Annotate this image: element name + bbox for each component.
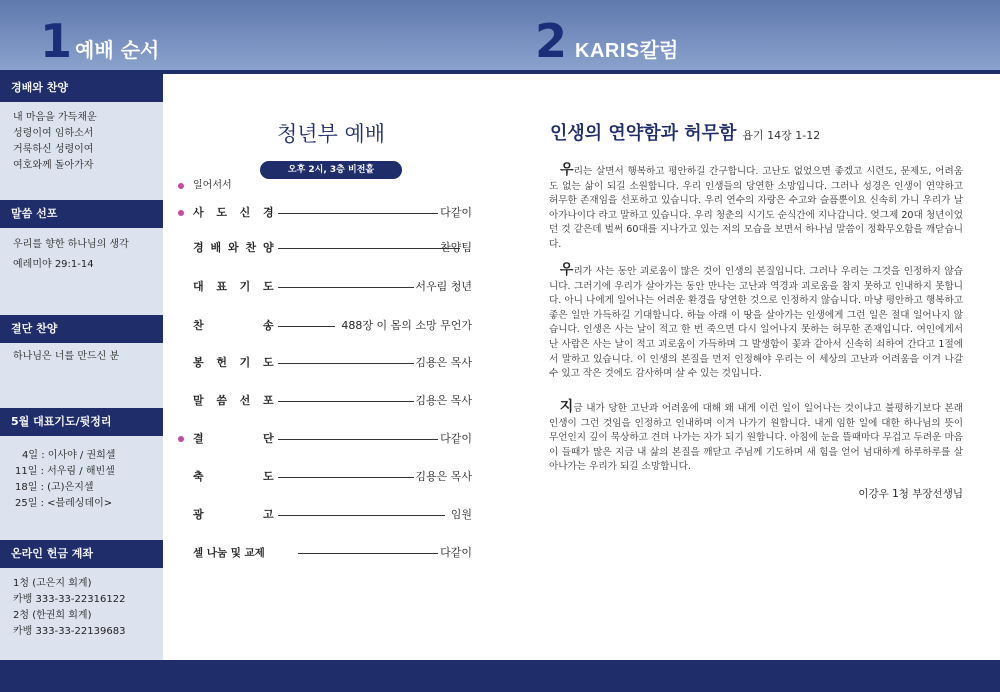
service-title: 청년부 예배 (276, 122, 386, 146)
leader-line (278, 287, 414, 288)
column-paragraph (549, 263, 963, 382)
service-item-name: 사 도 신 경 (193, 206, 274, 219)
sidebar-heading-closing: 결단 찬양 (0, 315, 163, 343)
sidebar-heading-sermon: 말씀 선포 (0, 200, 163, 228)
paragraph-text: 리는 살면서 행복하고 평안하길 간구합니다. 고난도 없었으면 좋겠고 시련도, 문제도, 어려움도 없는 삶이 되길 소원합니다. 우리 인생들의 당연한 소망입니다. 그러나 성경은 인생이 연약하고 허무한 존재임을 선포하고 있습니다. 우리 연수의 자랑은 수고와 슬픔뿐이요 신속히 가니 우리가 날아가나이다 라고 말하고 있습니다. 우리 청춘의 시기도 순식간에 지나갑니다. 엊그제 20대 청년이었던 것 같은데 벌써 60대를 지나가고 있는 저의 모습을 보면서 하나님 말씀이 정확무오함을 깨닫습니다. (549, 166, 963, 250)
service-item-leader: 다같이 (440, 546, 472, 559)
service-item-name: 경 배 와 찬 양 (193, 241, 274, 254)
list-item: 18일 : (고)은지셀 (15, 482, 94, 493)
service-item-leader: 찬양팀 (440, 241, 472, 254)
list-item: 여호와께 돌아가자 (13, 160, 94, 171)
scripture-reference: 욥기 14장 1-12 (742, 129, 821, 142)
bullet-icon (178, 210, 184, 216)
list-item: 성령이여 임하소서 (13, 128, 94, 139)
service-row (178, 431, 474, 447)
list-item: 내 마음을 가득채운 (13, 112, 97, 123)
drop-cap: 우 (559, 262, 574, 278)
bullet-icon (178, 436, 184, 442)
section-number-2: 2 (535, 14, 568, 68)
service-item-name: 봉 헌 기 도 (193, 356, 274, 369)
list-item: 거룩하신 성령이여 (13, 144, 94, 155)
paragraph-text: 금 내가 당한 고난과 어려움에 대해 왜 내게 이런 일이 일어나는 것이냐고 불평하기보다 본래 인생이 그런 것임을 인정하고 인내하며 이겨 나가기 원합니다. 내게 임한 일에 대한 하나님의 뜻이 무언인지 깊이 묵상하고 견뎌 나가는 자가 되기 원합니다. 아침에 눈을 뜰때마다 무겁고 두려운 마음이 들때가 많은 지금 내 삶의 본질을 깨닫고 주님께 기도하며 새 힘을 얻어 넘대하게 하루하루를 살아나가는 우리가 되길 소망합니다. (549, 403, 963, 473)
sermon-list (13, 237, 129, 273)
cleanup-list (15, 448, 115, 512)
section-title-1: 예배 순서 (75, 38, 160, 62)
service-item-name: 축 도 (193, 470, 274, 483)
leader-line (278, 477, 414, 478)
leader-line (278, 248, 460, 249)
leader-line (278, 326, 335, 327)
column-signature: 이강우 1청 부장선생님 (858, 488, 963, 500)
sidebar-heading-cleanup: 5월 대표기도/뒷정리 (0, 408, 163, 436)
service-item-name: 찬 송 (193, 319, 274, 332)
service-item-name: 셀 나눔 및 교제 (193, 547, 265, 559)
brand-name: KARIS (575, 40, 640, 62)
closing-list (13, 349, 119, 365)
service-row (178, 240, 474, 256)
service-time-badge: 오후 2시, 3층 비전홀 (260, 161, 402, 179)
leader-line (278, 515, 445, 516)
list-item: 1청 (고은지 회계) (13, 578, 92, 589)
service-row (178, 469, 474, 485)
service-item-leader: 김용은 목사 (415, 394, 472, 407)
bullet-icon (178, 183, 184, 189)
service-row (178, 205, 474, 221)
header-band (0, 0, 1000, 74)
service-row (178, 393, 474, 409)
service-item-leader: 다같이 (440, 206, 472, 219)
service-item-leader: 김용은 목사 (415, 470, 472, 483)
leader-line (278, 401, 414, 402)
service-item-name: 광 고 (193, 508, 274, 521)
footer-band (0, 660, 1000, 692)
list-item: 우리를 향한 하나님의 생각 (13, 239, 129, 250)
leader-line (278, 439, 438, 440)
service-item-name: 결 단 (193, 432, 274, 445)
praise-list (13, 110, 97, 174)
leader-line (278, 213, 438, 214)
service-item-leader: 488장 이 몸의 소망 무언가 (341, 319, 472, 332)
sidebar-heading-offering: 온라인 헌금 계좌 (0, 540, 163, 568)
list-item: 카뱅 333-33-22316122 (13, 594, 126, 605)
list-item: 2청 (한권희 회계) (13, 610, 92, 621)
leader-line (278, 363, 414, 364)
service-row (178, 355, 474, 371)
service-item-leader: 다같이 (440, 432, 472, 445)
list-item: 카뱅 333-33-22139683 (13, 626, 126, 637)
column-paragraph (549, 163, 963, 253)
section-number-1: 1 (40, 14, 73, 68)
sidebar-heading-praise: 경배와 찬양 (0, 74, 163, 102)
leader-line (298, 553, 438, 554)
paragraph-text: 리가 사는 동안 괴로움이 많은 것이 인생의 본질입니다. 그러나 우리는 그것을 인정하지 않습니다. 그러기에 우리가 살아가는 동안 만나는 고난과 역경과 괴로움을 참지 못하고 인내하지 못합니다. 아니 나에게 일어나는 어려운 환경을 당연한 것으로 인정하지 않습니다. 마냥 평안하고 행복하고 좋은 일만 가득하길 기대합니다. 하늘 아래 이 땅을 살아가는 인생에게 그런 일은 절대 일어나지 않습니다. 인생은 사는 날이 적고 한 번 죽으면 다시 일어나지 못하는 허무한 존재입니다. 여인에게서 난 사람은 사는 날이 적고 괴로움이 가득하며 그 발생함이 꽃과 같아서 신속히 쇠하여 간다고 1절에서 말하고 있습니다. 이 인생의 본질을 먼저 인정해야 우리는 이 세상의 고난과 어려움을 이겨 나갈 수 있고 작은 것에도 감사하며 살 수 있는 것입니다. (549, 266, 963, 380)
list-item: 11일 : 서우림 / 해빈셀 (15, 466, 115, 477)
section-title-2 (575, 38, 678, 63)
service-row (178, 545, 474, 561)
service-item-name: 일어서서 (193, 180, 232, 191)
list-item: 예레미야 29:1-14 (13, 259, 94, 270)
drop-cap: 지 (559, 399, 574, 415)
service-item-leader: 임원 (450, 508, 472, 521)
service-item-name: 말 씀 선 포 (193, 394, 274, 407)
list-item: 4일 : 이사야 / 권희셀 (22, 450, 116, 461)
list-item: 하나님은 너를 만드신 분 (13, 351, 120, 362)
service-row (178, 178, 474, 194)
service-item-leader: 김용은 목사 (415, 356, 472, 369)
offering-list (13, 576, 125, 640)
service-item-leader: 서우림 청년 (415, 280, 472, 293)
column-title (550, 120, 820, 150)
drop-cap: 우 (560, 162, 574, 178)
column-paragraph (549, 400, 963, 475)
service-row (178, 279, 474, 295)
column-title-text: 인생의 연약함과 허무함 (550, 123, 737, 144)
service-row (178, 318, 474, 334)
section-title-2-text: 칼럼 (639, 38, 679, 62)
list-item: 25일 : <블레싱데이> (15, 498, 113, 509)
service-row (178, 507, 474, 523)
service-item-name: 대 표 기 도 (193, 280, 274, 293)
